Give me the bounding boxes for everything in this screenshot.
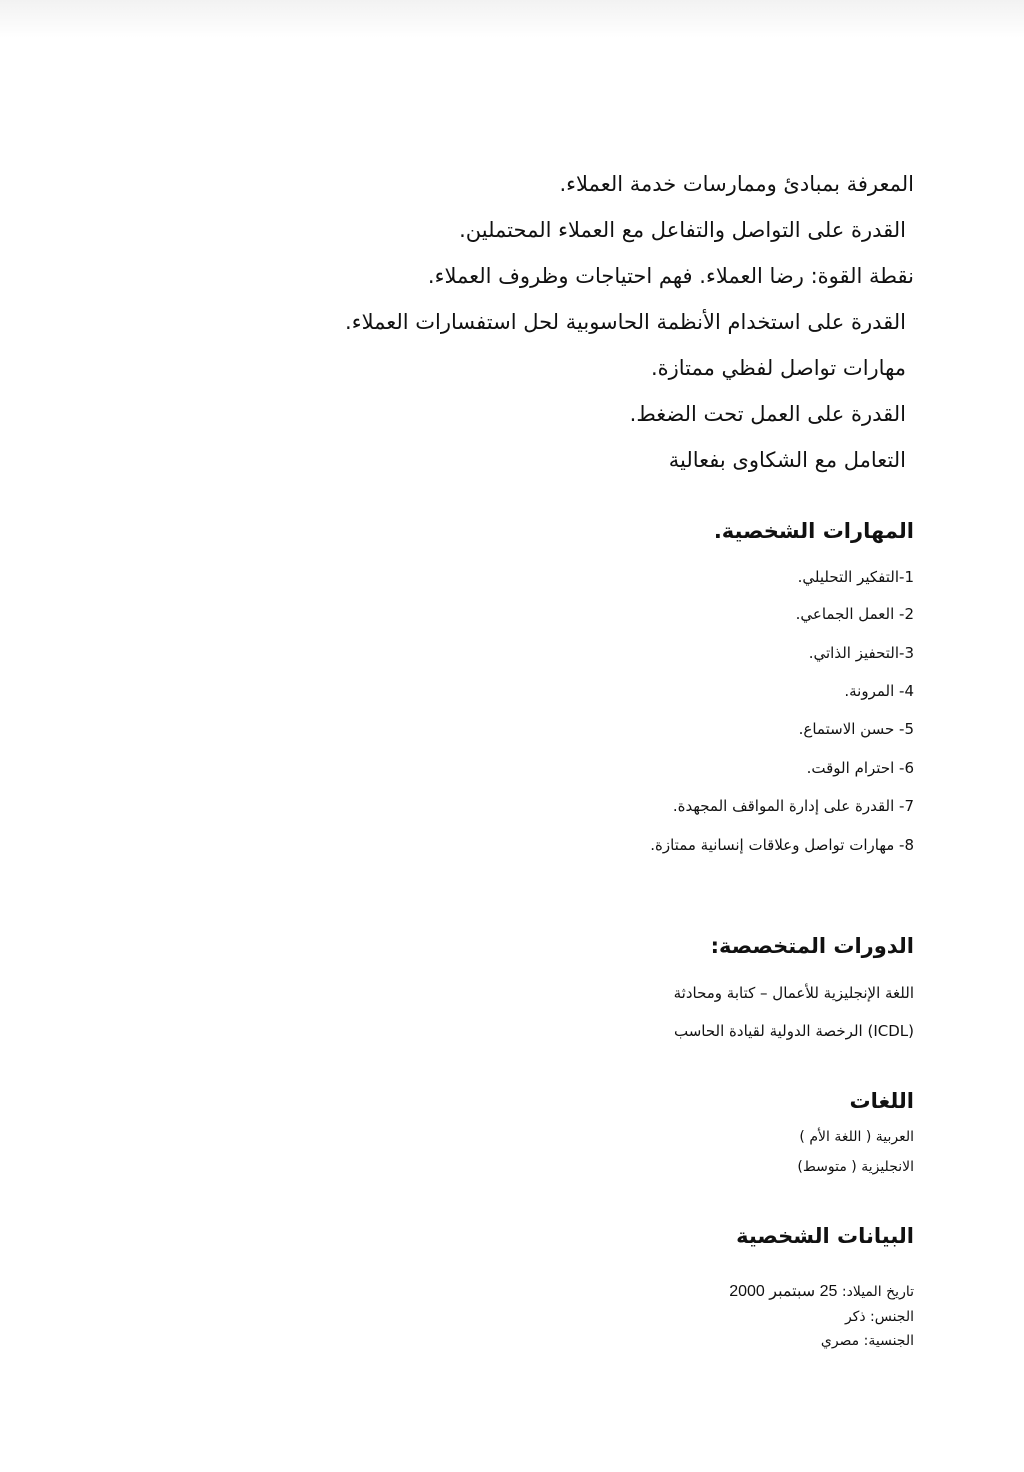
personal-skill-item-2: 2- العمل الجماعي. [795, 605, 914, 623]
personal-skill-item-1: 1-التفكير التحليلي. [797, 568, 914, 586]
language-item-2: الانجليزية ( متوسط) [797, 1159, 914, 1175]
language-item-1: العربية ( اللغة الأم ) [799, 1129, 914, 1145]
skill-line-7: التعامل مع الشكاوى بفعالية [668, 448, 906, 472]
personal-skill-item-6: 6- احترام الوقت. [806, 759, 914, 777]
personal-skill-item-8: 8- مهارات تواصل وعلاقات إنسانية ممتازة. [650, 836, 914, 854]
skill-line-6: القدرة على العمل تحت الضغط. [629, 402, 906, 426]
course-item-2: (ICDL) الرخصة الدولية لقيادة الحاسب [673, 1022, 914, 1040]
courses-heading: الدورات المتخصصة: [710, 934, 914, 958]
nationality-line: الجنسية: مصري [820, 1333, 914, 1349]
personal-skills-heading: المهارات الشخصية. [713, 519, 914, 543]
personal-skill-item-3: 3-التحفيز الذاتي. [808, 644, 914, 662]
skill-line-4: القدرة على استخدام الأنظمة الحاسوبية لحل استفسارات العملاء. [345, 310, 906, 334]
skill-line-3: نقطة القوة: رضا العملاء. فهم احتياجات وظروف العملاء. [427, 264, 914, 288]
birth-date-line [729, 1282, 914, 1302]
languages-heading: اللغات [849, 1089, 914, 1113]
personal-skill-item-7: 7- القدرة على إدارة المواقف المجهدة. [672, 797, 914, 815]
personal-skill-item-5: 5- حسن الاستماع. [798, 720, 914, 738]
birth-date-label: تاريخ الميلاد: [841, 1284, 914, 1300]
personal-data-heading: البيانات الشخصية [736, 1224, 914, 1248]
skill-line-2: القدرة على التواصل والتفاعل مع العملاء المحتملين. [459, 218, 906, 242]
birth-date-value: 25 سبتمبر 2000 [729, 1283, 838, 1300]
course-item-1: اللغة الإنجليزية للأعمال – كتابة ومحادثة [673, 984, 914, 1002]
gender-line: الجنس: ذكر [844, 1309, 914, 1325]
skill-line-5: مهارات تواصل لفظي ممتازة. [650, 356, 906, 380]
skill-line-1: المعرفة بمبادئ وممارسات خدمة العملاء. [559, 172, 914, 196]
personal-skill-item-4: 4- المرونة. [844, 682, 914, 700]
